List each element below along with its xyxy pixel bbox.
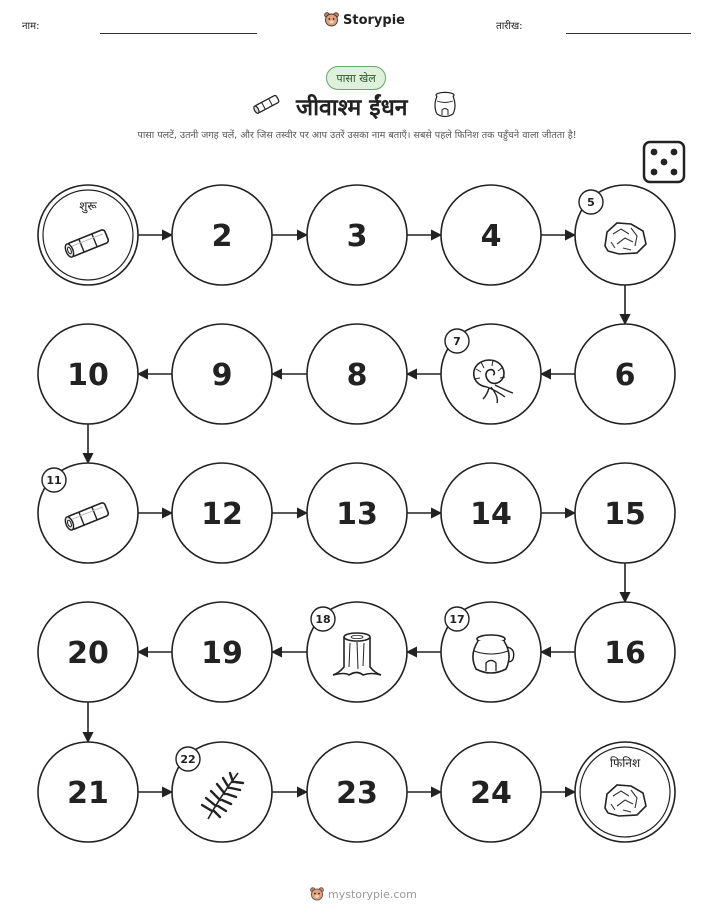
board-space-22[interactable] — [172, 742, 272, 842]
space-number: 8 — [346, 358, 368, 393]
board-space-5[interactable] — [575, 185, 675, 285]
board-space-24[interactable] — [441, 742, 541, 842]
game-type-badge: पासा खेल — [326, 66, 386, 90]
space-number-badge: 5 — [587, 196, 595, 209]
space-number: 9 — [211, 358, 233, 393]
start-label: शुरू — [79, 199, 97, 213]
board-space-21[interactable] — [38, 742, 138, 842]
board-space-15[interactable] — [575, 463, 675, 563]
game-instructions: पासा पलटें, उतनी जगह चलें, और जिस तस्वीर पर आप उतरें उसका नाम बताएँ। सबसे पहले फिनिश तक पहुँचने वाला जीतता है! — [137, 130, 577, 141]
board-space-18[interactable] — [307, 602, 407, 702]
board-space-6[interactable] — [575, 324, 675, 424]
board-space-11[interactable] — [38, 463, 138, 563]
space-number-badge: 18 — [315, 613, 331, 626]
name-label: नाम: — [22, 21, 40, 32]
board-space-7[interactable] — [441, 324, 541, 424]
space-number: 12 — [201, 497, 243, 532]
space-number: 24 — [470, 776, 512, 811]
board-space-23[interactable] — [307, 742, 407, 842]
board-space-9[interactable] — [172, 324, 272, 424]
dice-icon — [644, 142, 684, 182]
footer — [310, 887, 417, 902]
board-space-14[interactable] — [441, 463, 541, 563]
space-number: 20 — [67, 636, 109, 671]
space-number: 23 — [336, 776, 378, 811]
space-number-badge: 11 — [46, 474, 62, 487]
board-space-16[interactable] — [575, 602, 675, 702]
board-space-20[interactable] — [38, 602, 138, 702]
board-space-13[interactable] — [307, 463, 407, 563]
finish-label: फिनिश — [609, 756, 641, 770]
board-space-4[interactable] — [441, 185, 541, 285]
board-space-10[interactable] — [38, 324, 138, 424]
space-number: 2 — [211, 219, 233, 254]
space-number: 21 — [67, 776, 109, 811]
space-number-badge: 17 — [449, 613, 465, 626]
page-title: जीवाश्म ईंधन — [296, 95, 408, 121]
date-label: तारीख: — [496, 21, 523, 32]
space-number: 16 — [604, 636, 646, 671]
brand-name: Storypie — [343, 12, 405, 28]
space-number: 15 — [604, 497, 646, 532]
space-number: 13 — [336, 497, 378, 532]
board-space-2[interactable] — [172, 185, 272, 285]
space-number: 3 — [346, 219, 368, 254]
space-number-badge: 22 — [180, 753, 196, 766]
space-number: 10 — [67, 358, 109, 393]
board-space-25[interactable] — [575, 742, 675, 842]
bear-mascot-icon — [310, 887, 324, 902]
board-space-12[interactable] — [172, 463, 272, 563]
board-space-3[interactable] — [307, 185, 407, 285]
space-number: 19 — [201, 636, 243, 671]
space-number-badge: 7 — [453, 335, 461, 348]
space-number: 4 — [480, 219, 502, 254]
board-space-19[interactable] — [172, 602, 272, 702]
footer-url: mystorypie.com — [328, 888, 417, 901]
board-space-17[interactable] — [441, 602, 541, 702]
space-number: 6 — [614, 358, 636, 393]
space-number: 14 — [470, 497, 512, 532]
board-space-8[interactable] — [307, 324, 407, 424]
board-space-1[interactable] — [38, 185, 138, 285]
